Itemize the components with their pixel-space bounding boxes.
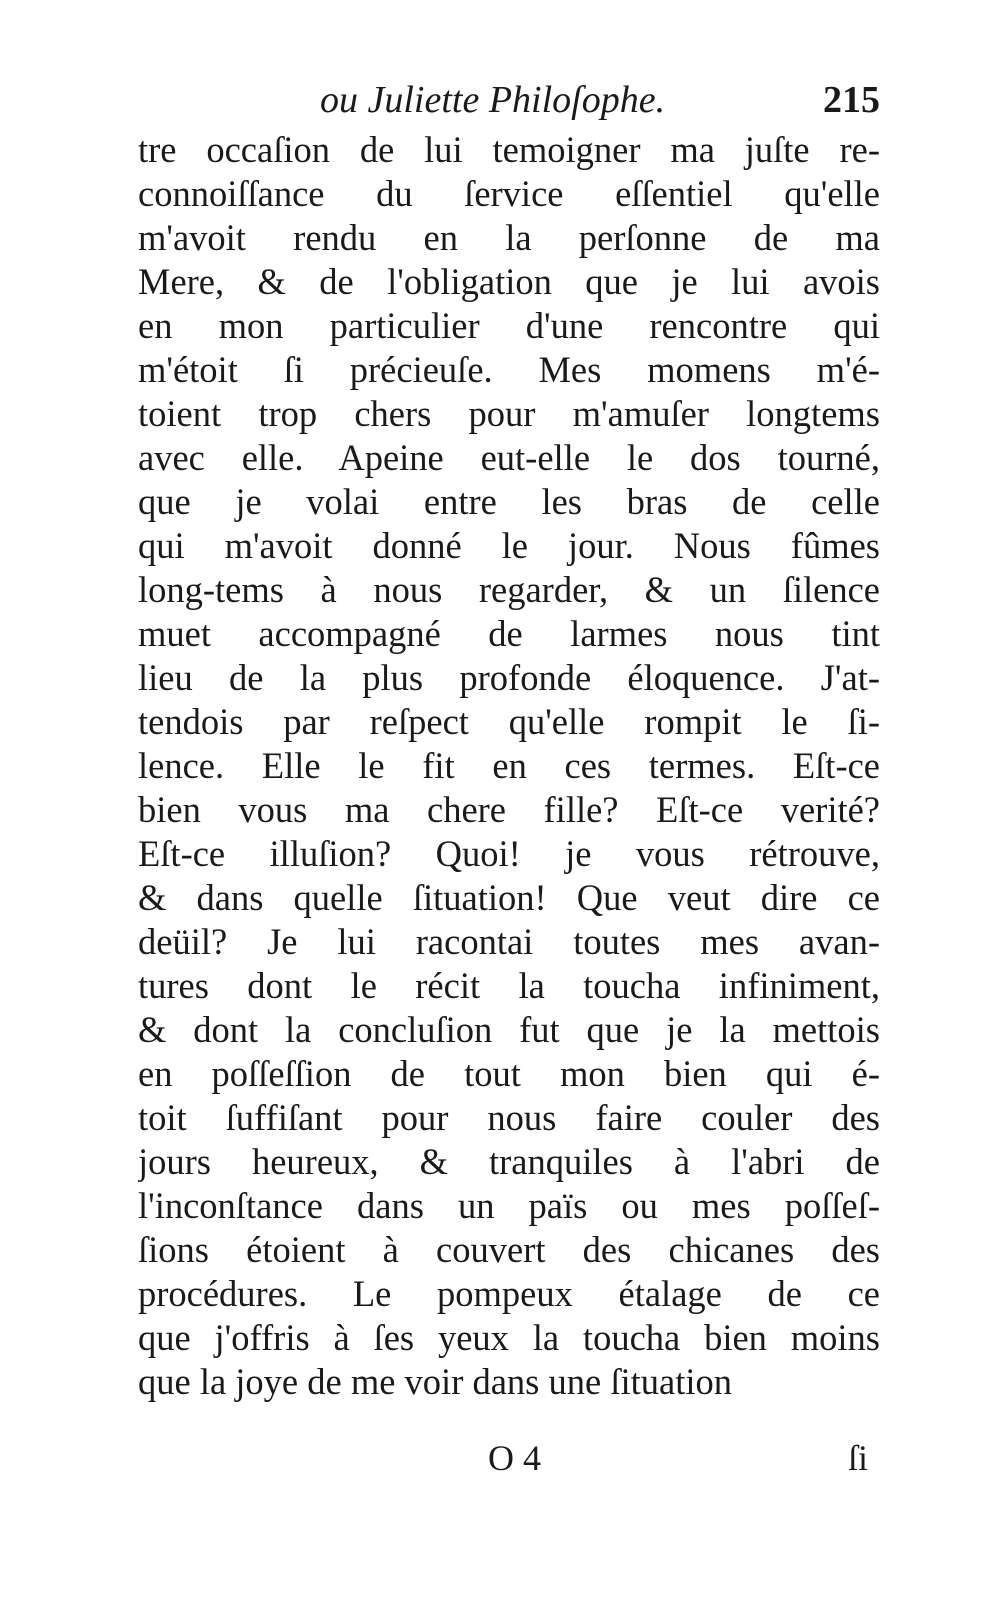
text-line: toit ſuffiſant pour nous faire couler des xyxy=(138,1097,880,1138)
text-line: tures dont le récit la toucha infiniment, xyxy=(138,965,880,1006)
text-line: que je volai entre les bras de celle xyxy=(138,481,880,522)
body-text xyxy=(138,128,880,1404)
text-line: Eſt-ce illuſion? Quoi! je vous rétrouve, xyxy=(138,833,880,874)
text-line: jours heureux, & tranquiles à l'abri de xyxy=(138,1141,880,1182)
text-line: & dont la concluſion fut que je la mettois xyxy=(138,1009,880,1050)
text-line: en mon particulier d'une rencontre qui xyxy=(138,305,880,346)
text-line: que j'offris à ſes yeux la toucha bien moins xyxy=(138,1317,880,1358)
text-line: qui m'avoit donné le jour. Nous fûmes xyxy=(138,525,880,566)
text-line: Mere, & de l'obligation que je lui avois xyxy=(138,261,880,302)
text-line: que la joye de me voir dans une ſituation xyxy=(138,1361,732,1402)
page-footer xyxy=(138,1436,880,1480)
text-line: avec elle. Apeine eut-elle le dos tourné, xyxy=(138,437,880,478)
page-header xyxy=(138,78,880,122)
signature-mark: O 4 xyxy=(488,1438,541,1478)
text-line: procédures. Le pompeux étalage de ce xyxy=(138,1273,880,1314)
text-line: muet accompagné de larmes nous tint xyxy=(138,613,880,654)
text-line: connoiſſance du ſervice eſſentiel qu'elle xyxy=(138,173,880,214)
text-line: en poſſeſſion de tout mon bien qui é- xyxy=(138,1053,880,1094)
text-line: m'étoit ſi précieuſe. Mes momens m'é- xyxy=(138,349,880,390)
text-line: ſions étoient à couvert des chicanes des xyxy=(138,1229,880,1270)
text-line: & dans quelle ſituation! Que veut dire ce xyxy=(138,877,880,918)
text-line: tendois par reſpect qu'elle rompit le ſi- xyxy=(138,701,880,742)
running-head: ou Juliette Philoſophe. xyxy=(320,79,666,121)
text-line: lieu de la plus profonde éloquence. J'at- xyxy=(138,657,880,698)
page-number: 215 xyxy=(823,79,880,121)
text-line: toient trop chers pour m'amuſer longtems xyxy=(138,393,880,434)
text-line: l'inconſtance dans un païs ou mes poſſeſ- xyxy=(138,1185,880,1226)
text-line: bien vous ma chere fille? Eſt-ce verité? xyxy=(138,789,880,830)
text-line: lence. Elle le fit en ces termes. Eſt-ce xyxy=(138,745,880,786)
catchword: ſi xyxy=(847,1438,868,1478)
text-line: tre occaſion de lui temoigner ma juſte re- xyxy=(138,129,880,170)
text-line: m'avoit rendu en la perſonne de ma xyxy=(138,217,880,258)
text-line: deüil? Je lui racontai toutes mes avan- xyxy=(138,921,880,962)
text-line: long-tems à nous regarder, & un ſilence xyxy=(138,569,880,610)
